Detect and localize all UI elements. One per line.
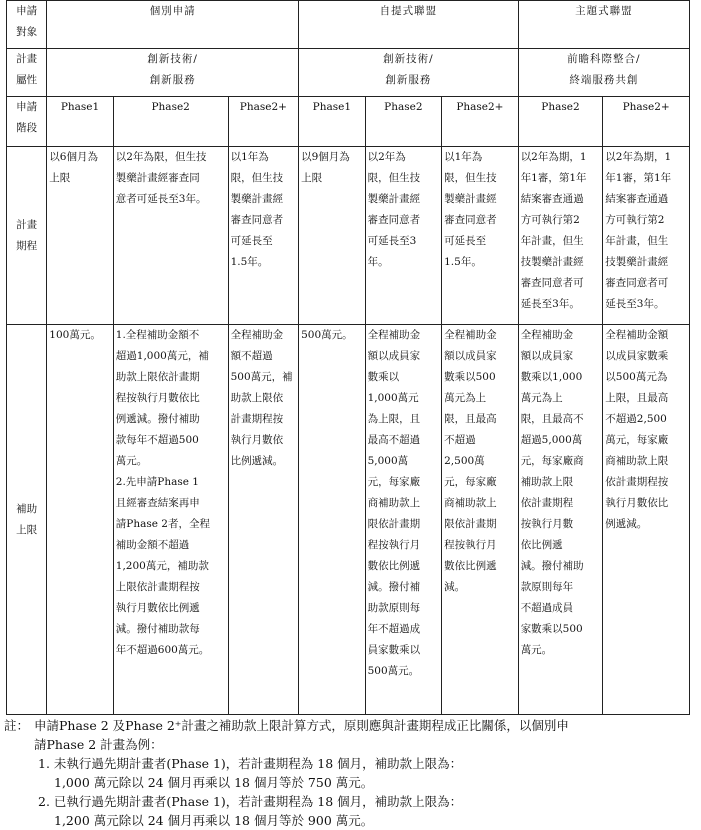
cell-line: 數依比例遞 [367, 560, 421, 572]
subsidy-row [7, 325, 690, 715]
cell-line: 製藥計畫經 [444, 193, 497, 205]
cell-line: 2.先申請Phase 1 [115, 476, 199, 488]
cell-line: 比例遞減。 [230, 455, 284, 467]
cell-line: 額不超過 [230, 350, 273, 362]
cell-line: 元，每家廠商 [520, 455, 584, 467]
cell-line: 減。撥付補助款每 [115, 623, 200, 635]
note-line: 2. 已執行過先期計畫者(Phase 1)，若計畫期程為 18 個月，補助款上限為： [38, 794, 463, 809]
cell-line: 不超過 [444, 434, 476, 446]
cell-line: 審查同意者 [230, 214, 284, 226]
cell-line: 方可執行第2 [605, 214, 665, 226]
phase-cell: Phase2+ [603, 97, 690, 147]
cell-line: 萬元為上 [520, 392, 563, 404]
theme-alliance-header: 主題式聯盟 [518, 1, 689, 49]
subsidy-cell [299, 325, 365, 715]
cell-line: 結案審查通過 [520, 193, 584, 205]
phase-cell: Phase2 [113, 97, 228, 147]
phase-cell: Phase2+ [228, 97, 299, 147]
cell-line: 額以成員家 [520, 350, 574, 362]
cell-line: 以9個月為 [301, 151, 350, 163]
subsidy-cell [113, 325, 228, 715]
cell-line: 以500萬元為 [605, 371, 668, 383]
cell-line: 超過5,000萬 [520, 434, 583, 446]
cell-line: 1.5年。 [230, 256, 269, 268]
cell-line: 年。 [367, 256, 389, 268]
cell-line: 審查同意者可 [520, 277, 584, 289]
cell-line: 數乘以1,000 [520, 371, 583, 383]
cell-line: 審查同意者 [367, 214, 421, 226]
subsidy-cell [365, 325, 442, 715]
cell-line: 全程補助金 [444, 329, 497, 341]
cell-line: 年不超過600萬元。 [115, 644, 210, 656]
cell-line: 以1年為 [230, 151, 269, 163]
cell-line: 助款原則每 [367, 602, 421, 614]
cell-line: 助款上限依 [230, 392, 284, 404]
cell-line: 執行月數依比 [605, 497, 669, 509]
cell-line: 程按執行月數依比 [115, 392, 200, 404]
cell-line: 上限 [49, 172, 71, 184]
cell-line: 限，且最高 [444, 413, 497, 425]
cell-line: 上限 [301, 172, 323, 184]
cell-line: 請Phase 2者，全程 [115, 518, 210, 530]
cell-line: 數依比例遞 [444, 560, 497, 572]
cell-line: 萬元。 [115, 455, 148, 467]
cell-line: 以2年為期，1 [605, 151, 672, 163]
cell-line: 結案審查通過 [605, 193, 669, 205]
phase-cell: Phase1 [47, 97, 113, 147]
cell-line: 年1審，第1年 [520, 172, 587, 184]
cell-line: 年計畫，但生 [520, 235, 584, 247]
cell-line: 方可執行第2 [520, 214, 580, 226]
schedule-cell [518, 147, 603, 325]
subsidy-label: 補助 上限 [7, 325, 47, 715]
individual-header: 個別申請 [47, 1, 299, 49]
cell-line: 年計畫，但生 [605, 235, 669, 247]
phase-cell: Phase2 [365, 97, 442, 147]
cell-line: 以2年為 [367, 151, 406, 163]
cell-line: 程按執行月 [444, 539, 497, 551]
individual-attribute: 創新技術/ 創新服務 [47, 49, 299, 97]
cell-line: 以成員家數乘 [605, 350, 669, 362]
cell-line: 上限，且最高 [605, 392, 669, 404]
cell-line: 減。撥付補 [367, 581, 421, 593]
cell-line: 超過1,000萬元，補 [115, 350, 209, 362]
cell-line: 可延長至 [444, 235, 487, 247]
cell-line: 全程補助金 [230, 329, 284, 341]
schedule-label: 計畫 期程 [7, 147, 47, 325]
cell-line: 500萬元，補 [230, 371, 293, 383]
subsidy-cell [518, 325, 603, 715]
cell-line: 元，每家廠 [367, 476, 421, 488]
cell-line: 不超過成員 [520, 602, 574, 614]
schedule-cell [228, 147, 299, 325]
note-line: 1,200 萬元除以 24 個月再乘以 18 個月等於 900 萬元。 [54, 813, 374, 828]
cell-line: 補助款上限 [520, 476, 574, 488]
cell-line: 商補助款上限 [605, 455, 669, 467]
self-alliance-attribute: 創新技術/ 創新服務 [299, 49, 519, 97]
subsidy-cell [603, 325, 690, 715]
cell-line: 以2年為限，但生技 [115, 151, 207, 163]
cell-line: 例遞減。撥付補助 [115, 413, 200, 425]
subsidy-cell [228, 325, 299, 715]
notes-label: 註： [4, 718, 30, 733]
cell-line: 計畫期程按 [230, 413, 284, 425]
cell-line: 延長至3年。 [605, 298, 665, 310]
cell-line: 萬元。 [520, 644, 553, 656]
cell-line: 款每年不超過500 [115, 434, 199, 446]
cell-line: 元，每家廠 [444, 476, 497, 488]
self-alliance-header: 自提式聯盟 [299, 1, 519, 49]
cell-line: 限，但生技 [367, 172, 421, 184]
cell-line: 1.全程補助金額不 [115, 329, 200, 341]
cell-line: 500萬元。 [301, 329, 353, 341]
cell-line: 技製藥計畫經 [520, 256, 584, 268]
subsidy-cell [442, 325, 519, 715]
cell-line: 年不超過成 [367, 623, 421, 635]
cell-line: 數乘以500 [444, 371, 496, 383]
phase-cell: Phase2 [518, 97, 603, 147]
funding-comparison-table [6, 0, 690, 715]
cell-line: 商補助款上 [367, 497, 421, 509]
cell-line: 製藥計畫經 [367, 193, 421, 205]
cell-line: 全程補助金額 [605, 329, 669, 341]
cell-line: 依計畫期程 [520, 497, 574, 509]
cell-line: 家數乘以500 [520, 623, 583, 635]
cell-line: 程按執行月 [367, 539, 421, 551]
cell-line: 依計畫期程按 [605, 476, 669, 488]
schedule-cell [299, 147, 365, 325]
attribute-row [7, 49, 690, 97]
cell-line: 延長至3年。 [520, 298, 580, 310]
schedule-cell [113, 147, 228, 325]
attribute-label: 計畫 屬性 [7, 49, 47, 97]
cell-line: 全程補助金 [520, 329, 574, 341]
cell-line: 最高不超過 [367, 434, 421, 446]
phase-row [7, 97, 690, 147]
cell-line: 1,200萬元，補助款 [115, 560, 209, 572]
phase-cell: Phase1 [299, 97, 365, 147]
cell-line: 1,000萬元 [367, 392, 419, 404]
cell-line: 且經審查結案再申 [115, 497, 200, 509]
cell-line: 審查同意者 [444, 214, 497, 226]
schedule-cell [442, 147, 519, 325]
cell-line: 技製藥計畫經 [605, 256, 669, 268]
subsidy-cell [47, 325, 113, 715]
cell-line: 意者可延長至3年。 [115, 193, 207, 205]
cell-line: 上限依計畫期程按 [115, 581, 200, 593]
cell-line: 商補助款上 [444, 497, 497, 509]
cell-line: 1.5年。 [444, 256, 482, 268]
schedule-row [7, 147, 690, 325]
phase-label: 申請 階段 [7, 97, 47, 147]
cell-line: 額以成員家 [367, 350, 421, 362]
cell-line: 執行月數依 [230, 434, 284, 446]
cell-line: 可延長至3 [367, 235, 417, 247]
cell-line: 500萬元。 [367, 665, 420, 677]
phase-cell: Phase2+ [442, 97, 519, 147]
cell-line: 萬元為上 [444, 392, 487, 404]
cell-line: 萬元，每家廠 [605, 434, 669, 446]
cell-line: 製藥計畫經 [230, 193, 284, 205]
cell-line: 依比例遞 [520, 539, 563, 551]
cell-line: 不超過2,500 [605, 413, 667, 425]
cell-line: 補助金額不超過 [115, 539, 190, 551]
notes-section [4, 716, 694, 830]
cell-line: 例遞減。 [605, 518, 648, 530]
note-line: 1,000 萬元除以 24 個月再乘以 18 個月等於 750 萬元。 [54, 775, 374, 790]
cell-line: 限，但生技 [230, 172, 284, 184]
cell-line: 助款上限依計畫期 [115, 371, 200, 383]
cell-line: 製藥計畫經審查同 [115, 172, 200, 184]
schedule-cell [47, 147, 113, 325]
cell-line: 以1年為 [444, 151, 483, 163]
note-line: 註： 申請Phase 2 及Phase 2⁺計畫之補助款上限計算方式，原則應與計畫期程成正比關係，以個別申 [4, 718, 569, 733]
cell-line: 限依計畫期 [367, 518, 421, 530]
cell-line: 以2年為期，1 [520, 151, 587, 163]
cell-line: 按執行月數 [520, 518, 574, 530]
cell-line: 限依計畫期 [444, 518, 497, 530]
cell-line: 員家數乘以 [367, 644, 421, 656]
cell-line: 限，但生技 [444, 172, 497, 184]
cell-line: 100萬元。 [49, 329, 101, 341]
cell-line: 年1審，第1年 [605, 172, 672, 184]
applicant-label: 申請 對象 [7, 1, 47, 49]
schedule-cell [603, 147, 690, 325]
cell-line: 減。撥付補助 [520, 560, 584, 572]
cell-line: 限，且最高不 [520, 413, 584, 425]
note-line: 請Phase 2 計畫為例： [34, 737, 163, 752]
cell-line: 減。 [444, 581, 466, 593]
theme-alliance-attribute: 前瞻科際整合/ 終端服務共創 [518, 49, 689, 97]
cell-line: 款原則每年 [520, 581, 574, 593]
cell-line: 額以成員家 [444, 350, 497, 362]
cell-line: 為上限，且 [367, 413, 421, 425]
cell-line: 數乘以 [367, 371, 400, 383]
note-line: 1. 未執行過先期計畫者(Phase 1)，若計畫期程為 18 個月，補助款上限為： [38, 756, 463, 771]
cell-line: 全程補助金 [367, 329, 421, 341]
header-row [7, 1, 690, 49]
cell-line: 5,000萬 [367, 455, 409, 467]
cell-line: 2,500萬 [444, 455, 485, 467]
schedule-cell [365, 147, 442, 325]
cell-line: 執行月數依比例遞 [115, 602, 200, 614]
cell-line: 審查同意者可 [605, 277, 669, 289]
cell-line: 可延長至 [230, 235, 273, 247]
cell-line: 以6個月為 [49, 151, 98, 163]
